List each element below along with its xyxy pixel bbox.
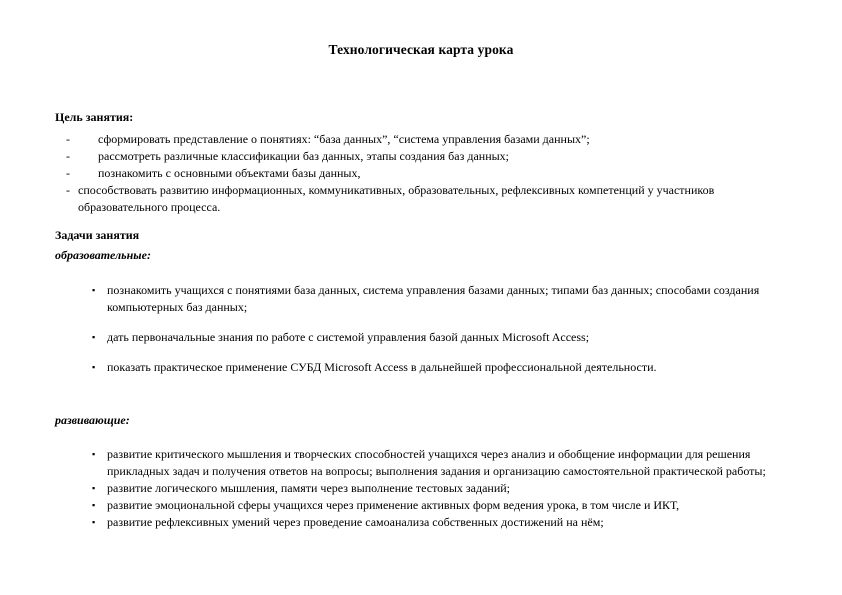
square-bullet-icon: ▪ [92, 332, 96, 342]
list-item [55, 446, 795, 480]
list-item [55, 497, 795, 514]
list-item-text: рассмотреть различные классификации баз данных, этапы создания баз данных; [98, 149, 510, 163]
goal-section [55, 110, 795, 216]
list-item-text: показать практическое применение СУБД Microsoft Access в дальнейшей профессиональной деятельности. [107, 360, 657, 374]
square-bullet-icon: ▪ [92, 483, 96, 493]
list-item-text: развитие эмоциональной сферы учащихся через применение активных форм ведения урока, в том числе и ИКТ, [107, 498, 680, 512]
dash-bullet-icon: - [66, 132, 70, 146]
goal-heading: Цель занятия: [55, 110, 134, 124]
goal-list [55, 131, 795, 216]
list-item-text: сформировать представление о понятиях: “база данных”, “система управления базами данных”; [98, 132, 590, 146]
educational-tasks-section [55, 282, 795, 376]
developmental-subheading: развивающие: [55, 413, 130, 427]
list-item [55, 514, 795, 531]
list-item [55, 182, 795, 216]
list-item [55, 131, 795, 148]
tasks-heading: Задачи занятия [55, 228, 140, 242]
list-item [55, 359, 795, 376]
list-item-text: познакомить с основными объектами базы данных, [98, 166, 361, 180]
list-item-text: развитие рефлексивных умений через проведение самоанализа собственных достижений на нём; [107, 515, 604, 529]
dash-bullet-icon: - [66, 183, 70, 197]
dash-bullet-icon: - [66, 149, 70, 163]
list-item-text: развитие критического мышления и творческих способностей учащихся через анализ и обобщение информации для решения прикладных задач и получения ответов на вопросы; выполнения задания и организацию самостоятельной практической работы; [107, 447, 766, 478]
list-item-text: дать первоначальные знания по работе с системой управления базой данных Microsoft Access; [107, 330, 590, 344]
square-bullet-icon: ▪ [92, 285, 96, 295]
list-item [55, 282, 795, 316]
educational-list [55, 282, 795, 376]
square-bullet-icon: ▪ [92, 517, 96, 527]
list-item-text: развитие логического мышления, памяти через выполнение тестовых заданий; [107, 481, 510, 495]
list-item [55, 148, 795, 165]
developmental-subheading-block [55, 413, 795, 428]
educational-subheading: образовательные: [55, 248, 151, 262]
list-item-text: способствовать развитию информационных, коммуникативных, образовательных, рефлексивных компетенций у участников образовательного процесса. [78, 183, 715, 214]
list-item [55, 165, 795, 182]
square-bullet-icon: ▪ [92, 362, 96, 372]
dash-bullet-icon: - [66, 166, 70, 180]
page-title: Технологическая карта урока [328, 42, 514, 57]
developmental-list [55, 446, 795, 531]
list-item [55, 480, 795, 497]
square-bullet-icon: ▪ [92, 449, 96, 459]
tasks-section-heading-block [55, 228, 795, 263]
square-bullet-icon: ▪ [92, 500, 96, 510]
list-item-text: познакомить учащихся с понятиями база данных, система управления базами данных; типами баз данных; способами создания компьютерных баз данных; [107, 283, 760, 314]
developmental-tasks-section [55, 446, 795, 531]
list-item [55, 329, 795, 346]
